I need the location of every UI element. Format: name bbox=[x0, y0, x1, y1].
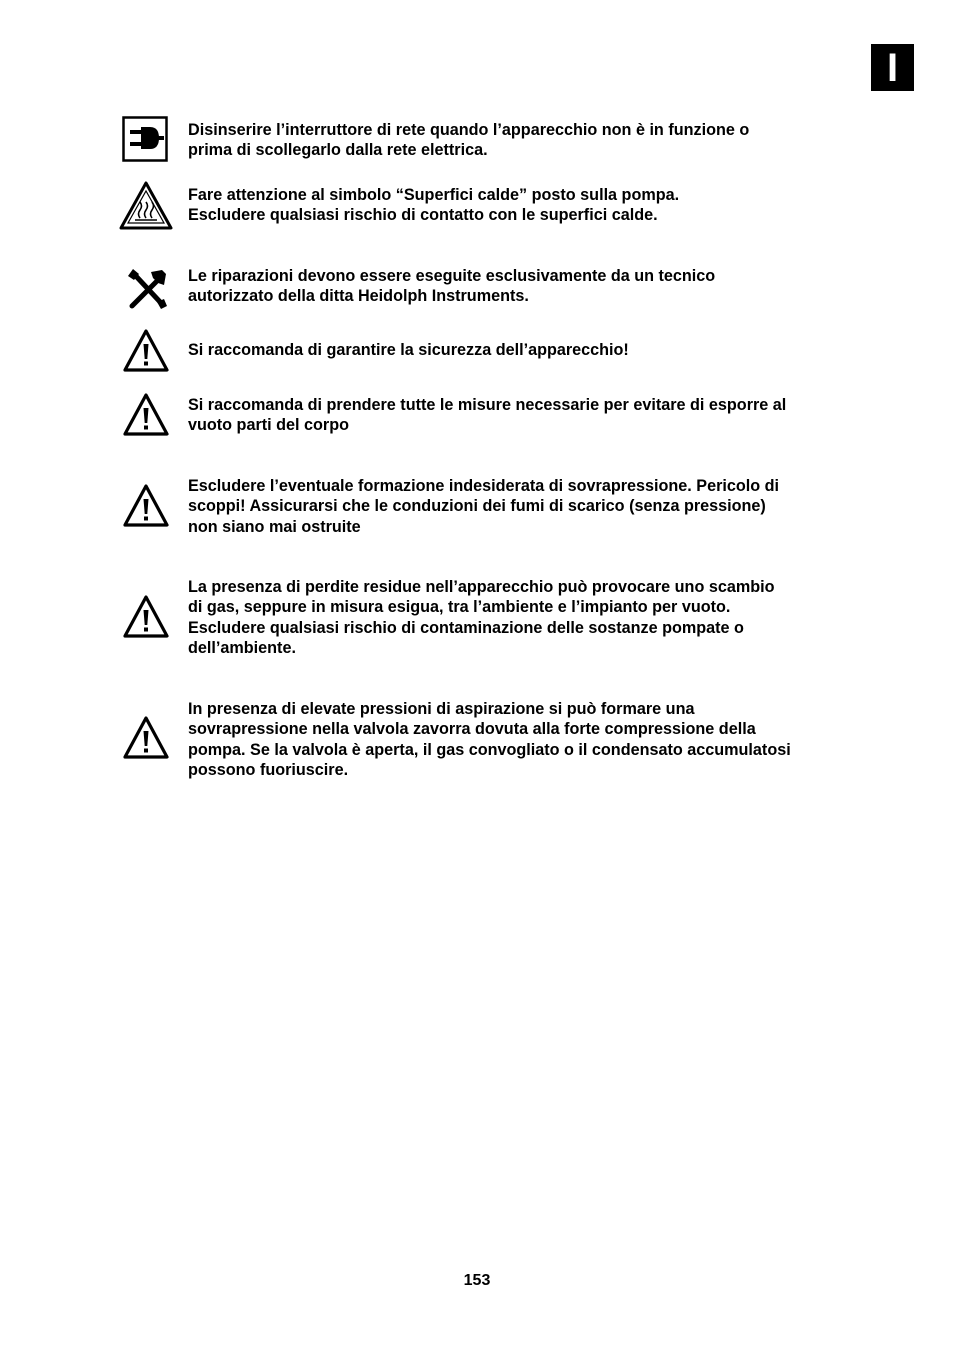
note-line: Escludere l’eventuale formazione indesiderata di sovrapressione. Pericolo di bbox=[188, 477, 780, 495]
note-line: pompa. Se la valvola è aperta, il gas convogliato o il condensato accumulatosi bbox=[188, 740, 791, 759]
tools-icon bbox=[124, 266, 170, 312]
note-line: In presenza di elevate pressioni di aspirazione si può formare una bbox=[188, 700, 695, 718]
plug-icon bbox=[122, 116, 168, 162]
note-line: sovrapressione nella valvola zavorra dovuta alla forte compressione della bbox=[188, 720, 756, 739]
warning-icon bbox=[122, 483, 170, 529]
note-line: di gas, seppure in misura esigua, tra l’ambiente e l’impianto per vuoto. bbox=[188, 598, 731, 617]
warning-icon bbox=[122, 715, 170, 761]
note-line: dell’ambiente. bbox=[188, 639, 296, 658]
note-line: Le riparazioni devono essere eseguite esclusivamente da un tecnico bbox=[188, 267, 716, 285]
hot-surface-warning-icon bbox=[118, 180, 174, 232]
note-line: vuoto parti del corpo bbox=[188, 416, 349, 435]
note-line: Escludere qualsiasi rischio di contaminazione delle sostanze pompate o bbox=[188, 618, 744, 637]
note-line: La presenza di perdite residue nell’apparecchio può provocare uno scambio bbox=[188, 578, 775, 596]
note-line: Si raccomanda di garantire la sicurezza dell’apparecchio! bbox=[188, 341, 629, 359]
note-line: scoppi! Assicurarsi che le conduzioni dei fumi di scarico (senza pressione) bbox=[188, 497, 766, 516]
language-tab: I bbox=[871, 44, 914, 91]
warning-icon bbox=[122, 328, 170, 374]
note-line: possono fuoriuscire. bbox=[188, 761, 349, 780]
note-line: autorizzato della ditta Heidolph Instruments. bbox=[188, 287, 529, 306]
note-line: prima di scollegarlo dalla rete elettrica. bbox=[188, 141, 488, 160]
note-line: non siano mai ostruite bbox=[188, 517, 361, 536]
page-number: 153 bbox=[463, 1272, 491, 1289]
warning-icon bbox=[122, 594, 170, 640]
note-line: Escludere qualsiasi rischio di contatto con le superfici calde. bbox=[188, 206, 658, 225]
note-line: Fare attenzione al simbolo “Superfici calde” posto sulla pompa. bbox=[188, 186, 680, 204]
note-line: Si raccomanda di prendere tutte le misure necessarie per evitare di esporre al bbox=[188, 396, 787, 414]
warning-icon bbox=[122, 392, 170, 438]
note-line: Disinserire l’interruttore di rete quando l’apparecchio non è in funzione o bbox=[188, 121, 750, 139]
